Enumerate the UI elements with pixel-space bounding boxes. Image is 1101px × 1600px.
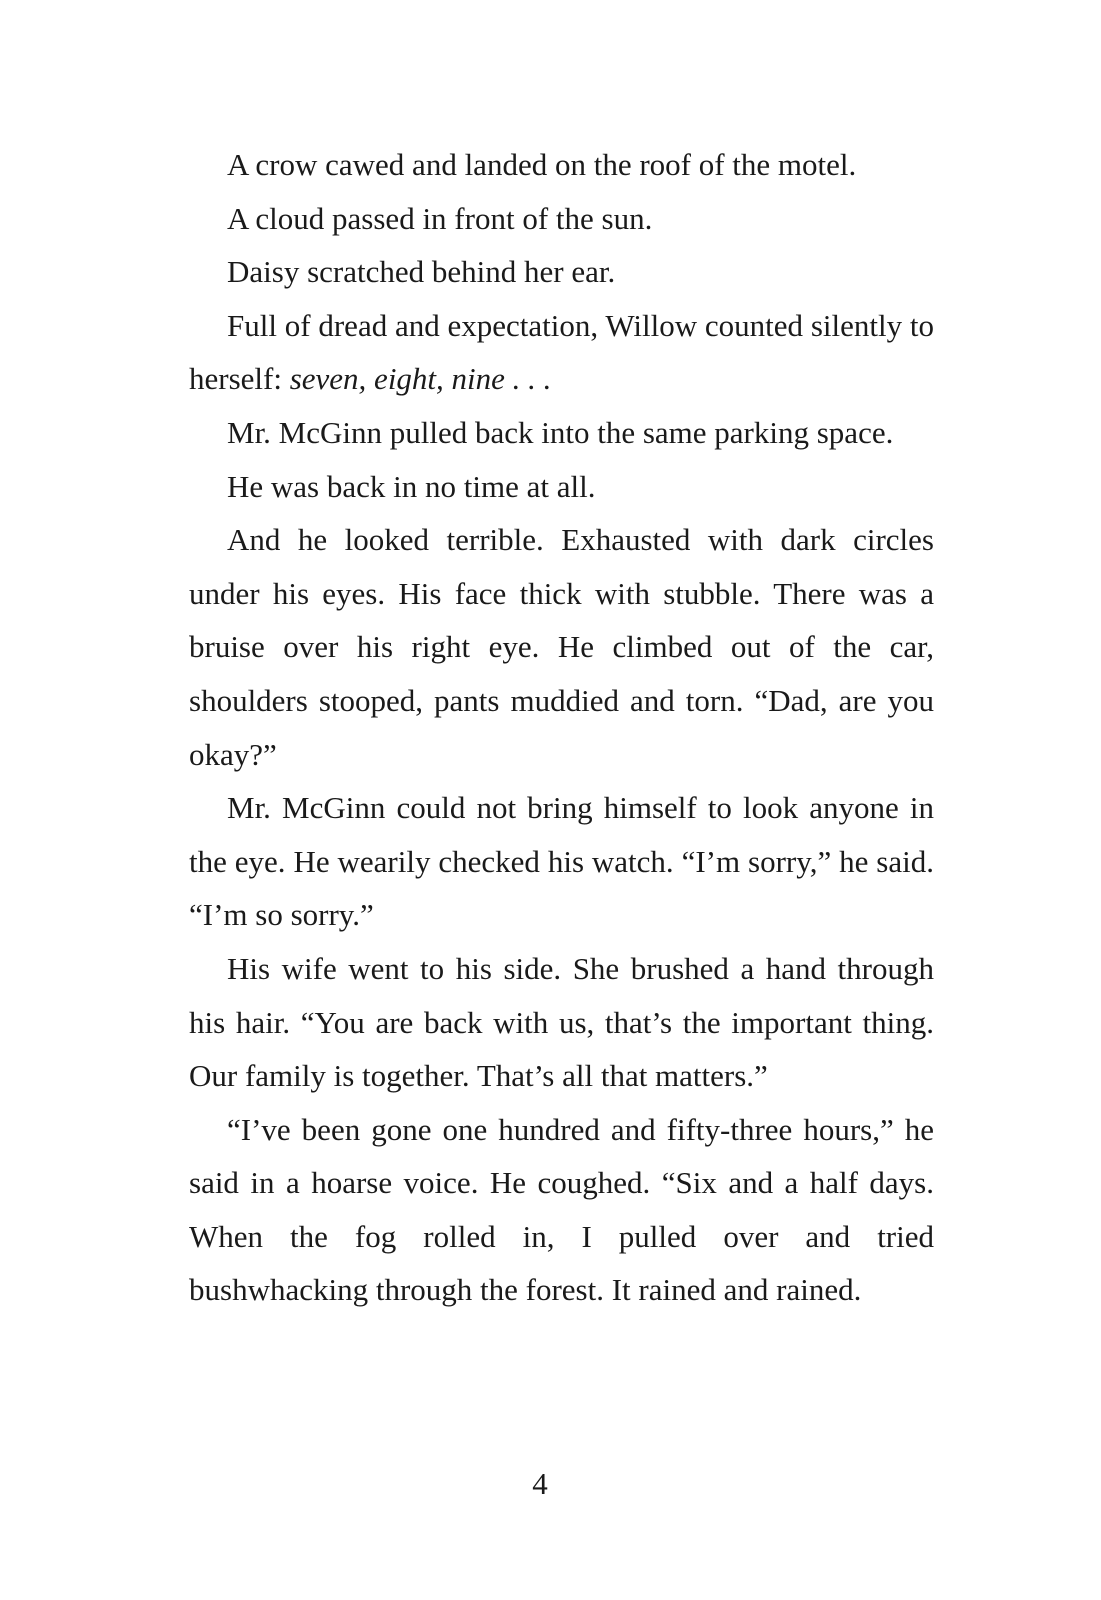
paragraph: Mr. McGinn could not bring himself to look anyone in the eye. He wearily checked his watch. “I’m sorry,” he said. “I’m so sorry.” [189,790,934,933]
paragraph: Mr. McGinn pulled back into the same parking space. [227,414,894,450]
page-number: 4 [532,1466,548,1501]
paragraph-text: Full of dread and expectation, Willow counted silently to herself: [189,307,934,397]
paragraph: A cloud passed in front of the sun. [227,200,653,236]
italic-text: seven, eight, nine . . . [289,361,552,397]
paragraph [189,299,934,406]
paragraph: His wife went to his side. She brushed a hand through his hair. “You are back with us, that’s the important thing. Our family is together. That’s all that matters.” [189,950,934,1094]
body-text [189,138,934,1317]
paragraph: He was back in no time at all. [227,468,596,504]
paragraph: “I’ve been gone one hundred and fifty-three hours,” he said in a hoarse voice. He coughed. “Six and a half days. When the fog rolled in, I pulled over and tried bushwhacking through the forest. It rained and rained. [189,1111,934,1308]
paragraph: And he looked terrible. Exhausted with dark circles under his eyes. His face thick with stubble. There was a bruise over his right eye. He climbed out of the car, shoulders stooped, pants muddied and torn. “Dad, are you okay?” [189,522,934,772]
paragraph: Daisy scratched behind her ear. [227,254,616,290]
paragraph: A crow cawed and landed on the roof of the motel. [227,147,857,182]
